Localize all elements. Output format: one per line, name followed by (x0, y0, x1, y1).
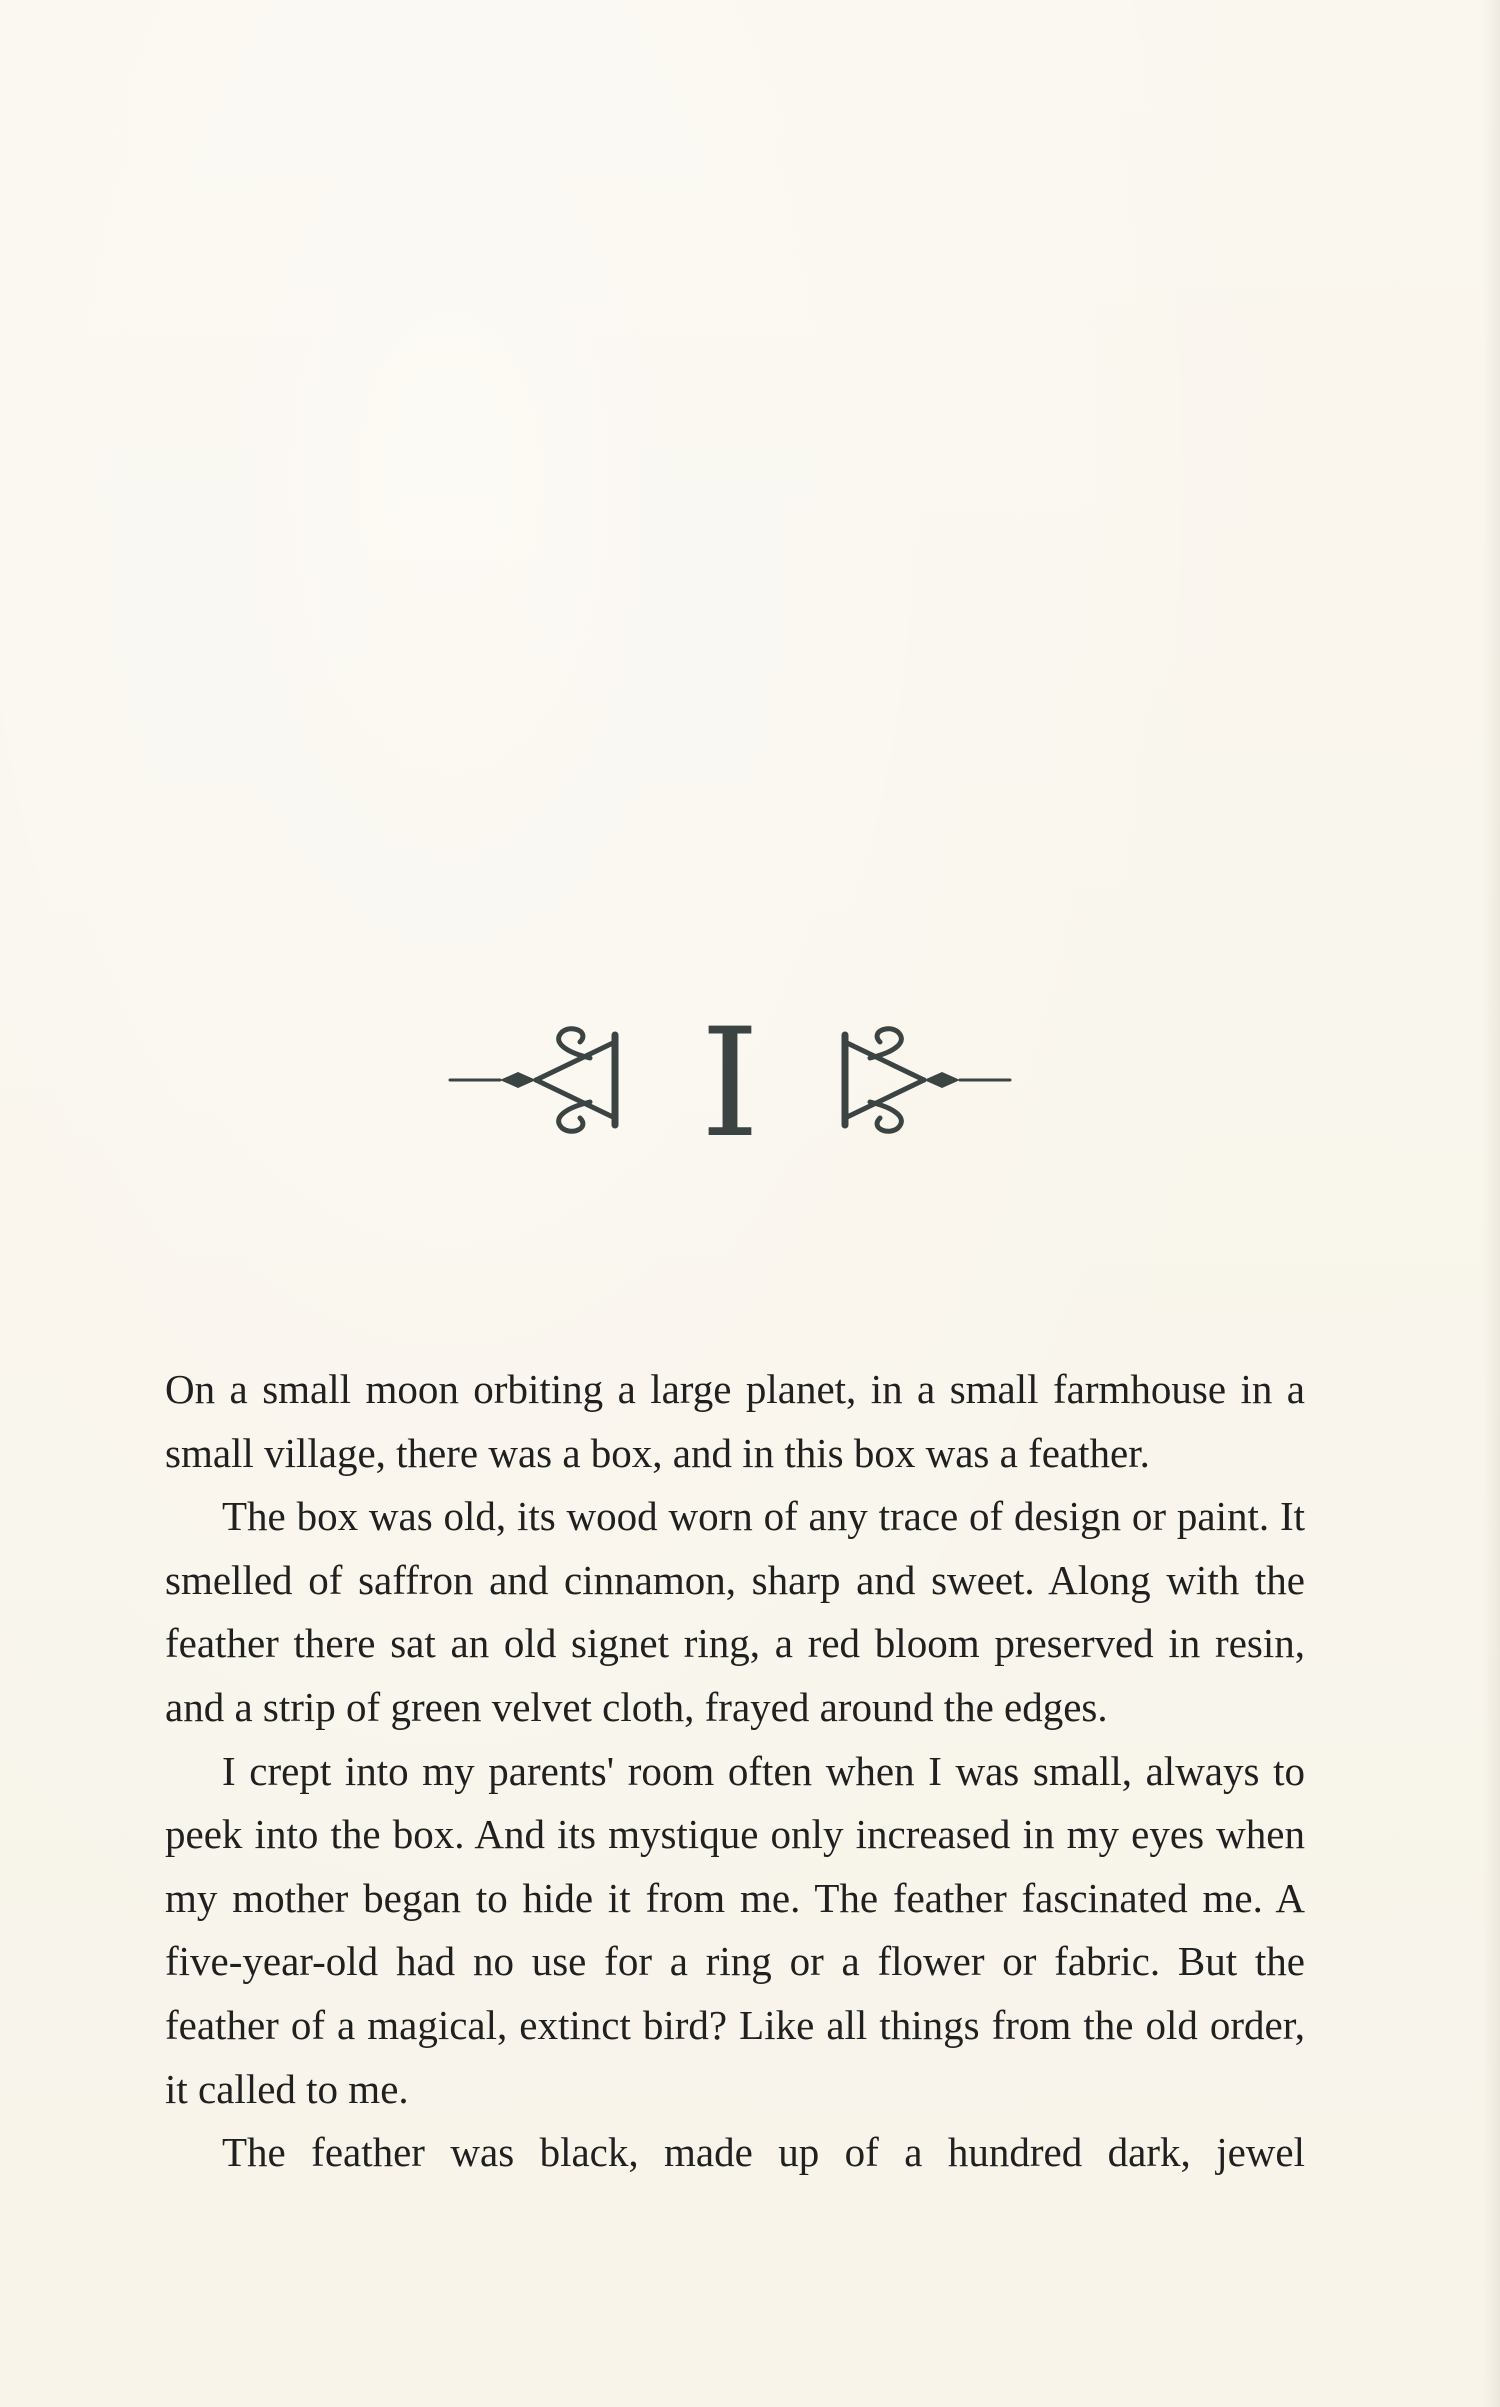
right-scroll-ornament (845, 1029, 1010, 1132)
page-edge-shadow (1482, 0, 1500, 2407)
chapter-heading-graphic (440, 980, 1020, 1170)
chapter-body-text (165, 1358, 1305, 2185)
chapter-heading (440, 980, 1020, 1170)
paragraph-2: The box was old, its wood worn of any trace of design or paint. It smelled of saffron and cinnamon, sharp and sweet. Along with the feather there sat an old signet ring, a red bloom preserved in resin, and a strip of green velvet cloth, frayed around the edges. (165, 1493, 1305, 1730)
paragraph-1: On a small moon orbiting a large planet, in a small farmhouse in a small village, there was a box, and in this box was a feather. (165, 1366, 1305, 1476)
chapter-numeral: I (700, 997, 760, 1170)
paragraph-3: I crept into my parents' room often when I was small, always to peek into the box. And its mystique only increased in my eyes when my mother began to hide it from me. The feather fascinated me. A five-year-old had no use for a ring or a flower or fabric. But the feather of a magical, extinct bird? Like all things from the old order, it called to me. (165, 1747, 1305, 2112)
paragraph-4: The feather was black, made up of a hundred dark, jewel (222, 2129, 1305, 2176)
left-scroll-ornament (450, 1029, 615, 1132)
